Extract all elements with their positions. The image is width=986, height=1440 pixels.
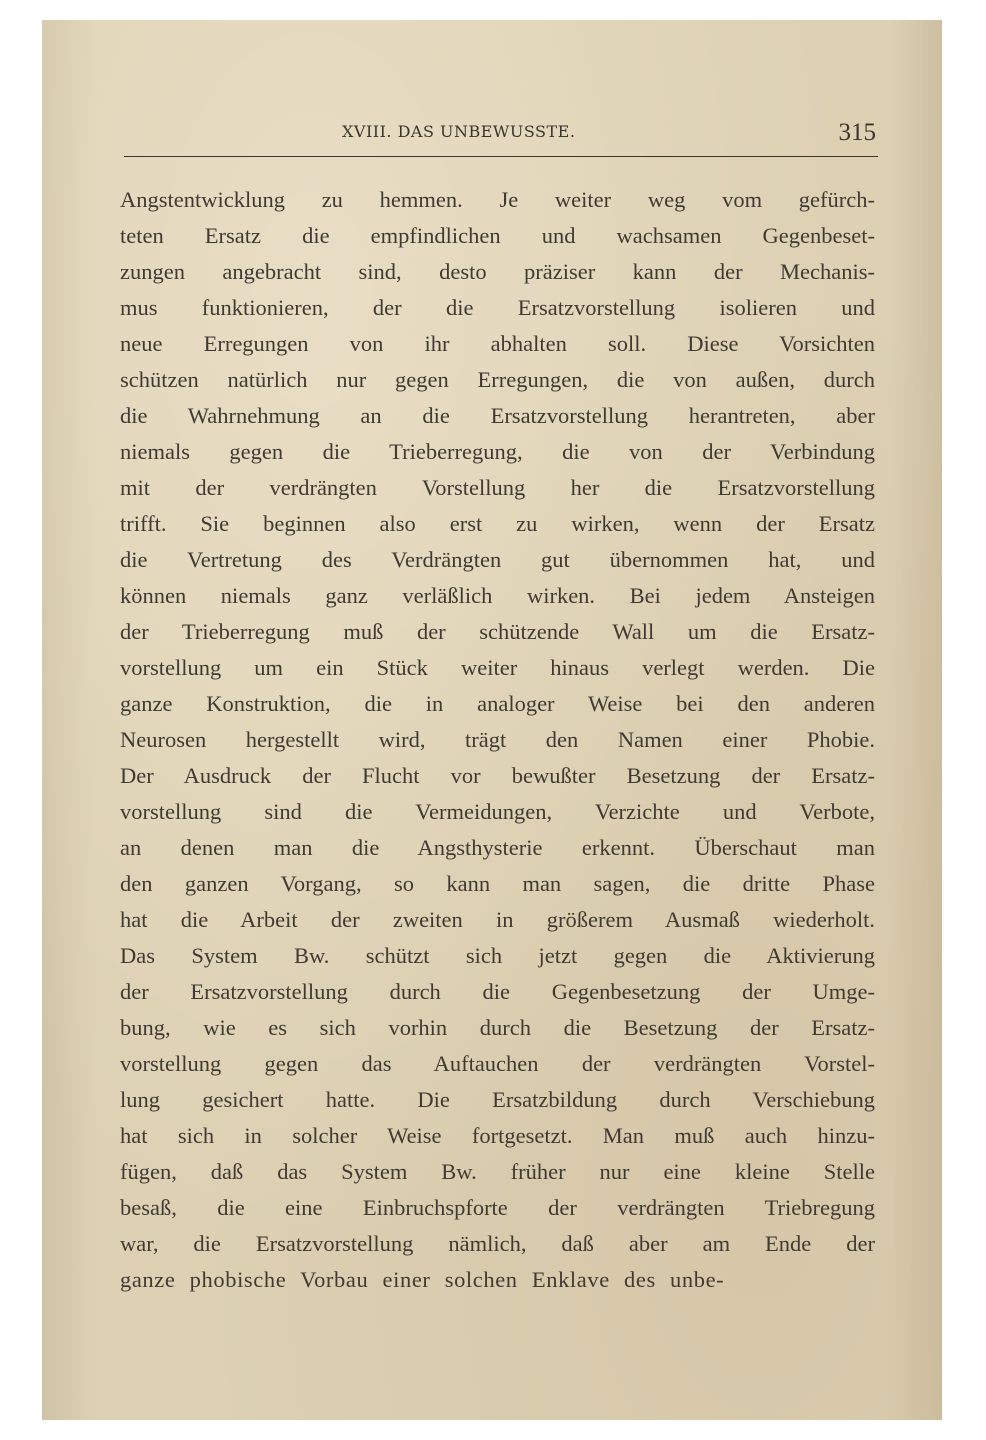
text-line: können niemals ganz verläßlich wirken. Bei jedem Ansteigen — [120, 583, 875, 608]
text-line: vorstellung sind die Vermeidungen, Verzichte und Verbote, — [120, 799, 875, 824]
text-line: Neurosen hergestellt wird, trägt den Namen einer Phobie. — [120, 727, 875, 752]
text-line: Angstentwicklung zu hemmen. Je weiter weg vom gefürch- — [120, 187, 875, 212]
text-line: vorstellung um ein Stück weiter hinaus verlegt werden. Die — [120, 655, 875, 680]
text-line: die Vertretung des Verdrängten gut übernommen hat, und — [120, 547, 875, 572]
text-line: war, die Ersatzvorstellung nämlich, daß aber am Ende der — [120, 1231, 875, 1256]
text-line: besaß, die eine Einbruchspforte der verdrängten Triebregung — [120, 1195, 875, 1220]
text-line: mus funktionieren, der die Ersatzvorstellung isolieren und — [120, 295, 875, 320]
page-header — [124, 120, 878, 157]
text-line: lung gesichert hatte. Die Ersatzbildung durch Verschiebung — [120, 1087, 875, 1112]
text-line: teten Ersatz die empfindlichen und wachsamen Gegenbeset- — [120, 223, 875, 248]
text-line: bung, wie es sich vorhin durch die Besetzung der Ersatz- — [120, 1015, 875, 1040]
text-line: den ganzen Vorgang, so kann man sagen, die dritte Phase — [120, 871, 875, 896]
text-line: ganze phobische Vorbau einer solchen Enklave des unbe- — [120, 1267, 725, 1292]
text-line: schützen natürlich nur gegen Erregungen, die von außen, durch — [120, 367, 875, 392]
text-line: vorstellung gegen das Auftauchen der verdrängten Vorstel- — [120, 1051, 875, 1076]
text-line: fügen, daß das System Bw. früher nur eine kleine Stelle — [120, 1159, 875, 1184]
page-number: 315 — [838, 119, 876, 146]
book-page — [42, 20, 942, 1420]
text-line: ganze Konstruktion, die in analoger Weise bei den anderen — [120, 691, 875, 716]
text-line: hat die Arbeit der zweiten in größerem Ausmaß wiederholt. — [120, 907, 875, 932]
text-line: neue Erregungen von ihr abhalten soll. Diese Vorsichten — [120, 331, 875, 356]
text-line: Das System Bw. schützt sich jetzt gegen die Aktivierung — [120, 943, 875, 968]
text-line: an denen man die Angsthysterie erkennt. Überschaut man — [120, 835, 875, 860]
text-line: hat sich in solcher Weise fortgesetzt. Man muß auch hinzu- — [120, 1123, 875, 1148]
body-text — [120, 182, 875, 1298]
text-line: trifft. Sie beginnen also erst zu wirken, wenn der Ersatz — [120, 511, 875, 536]
text-line: die Wahrnehmung an die Ersatzvorstellung herantreten, aber — [120, 403, 875, 428]
text-line: der Trieberregung muß der schützende Wall um die Ersatz- — [120, 619, 875, 644]
running-head: XVIII. DAS UNBEWUSSTE. — [342, 122, 576, 141]
text-line: niemals gegen die Trieberregung, die von der Verbindung — [120, 439, 875, 464]
text-line: zungen angebracht sind, desto präziser kann der Mechanis- — [120, 259, 875, 284]
text-line: Der Ausdruck der Flucht vor bewußter Besetzung der Ersatz- — [120, 763, 875, 788]
text-line: der Ersatzvorstellung durch die Gegenbesetzung der Umge- — [120, 979, 875, 1004]
text-line: mit der verdrängten Vorstellung her die Ersatzvorstellung — [120, 475, 875, 500]
